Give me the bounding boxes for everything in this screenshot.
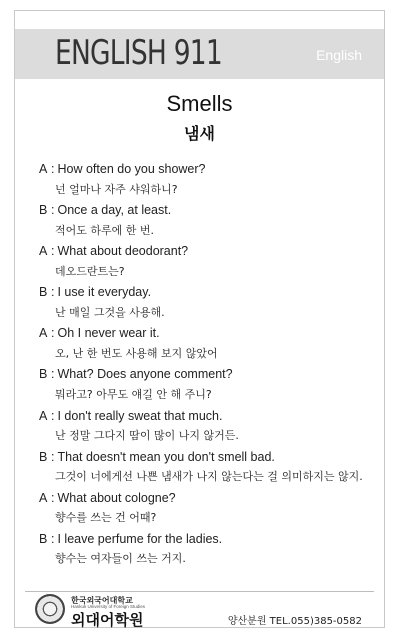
dialogue-english-line [39,159,384,180]
speaker-separator: : [51,367,55,382]
speaker-label: B [39,531,48,546]
speaker-separator: : [51,408,55,423]
english-text: How often do you shower? [57,162,206,176]
english-text: I use it everyday. [57,285,152,300]
dialogue-english-line [39,447,384,468]
footer-divider [25,591,374,592]
speaker-label: A [39,244,48,259]
dialogue-english-line [39,488,384,509]
lesson-subtitle: 냄새 [184,124,215,143]
speaker-separator: : [51,531,55,546]
english-text: That doesn't mean you don't smell bad. [57,449,275,464]
speaker-label: A [39,162,48,176]
english-text: What about cologne? [57,490,176,505]
speaker-separator: : [51,244,55,259]
branch-contact: 양산분원 TEL.055)385-0582 [227,616,362,627]
school-name: 외대어학원 [71,611,144,629]
speaker-label: B [39,203,48,218]
school-name-english: Hankuk University of Foreign Studies [71,604,146,609]
speaker-separator: : [51,162,55,176]
dialogue-english-line [39,241,384,262]
dialogue-korean-line: 뭐라고? 아무도 얘길 안 해 주니? [55,388,212,402]
university-logo-icon [35,594,65,624]
school-name-small: 한국외국어대학교 [71,596,133,605]
brand-title: ENGLISH 911 [55,33,222,73]
dialogue-korean-line: 난 정말 그다지 땀이 많이 나지 않거든. [55,429,239,443]
dialogue-korean-line: 데오드란트는? [55,264,125,278]
english-text: I don't really sweat that much. [57,408,223,423]
language-tag: English [316,47,362,63]
dialogue-english-line [39,406,384,427]
lesson-title: Smells [166,91,233,116]
speaker-label: B [39,285,48,300]
english-text: What? Does anyone comment? [57,367,233,382]
dialogue-korean-line: 향수를 쓰는 건 어때? [55,511,157,525]
speaker-separator: : [51,203,55,218]
speaker-label: A [39,490,48,505]
speaker-label: B [39,449,48,464]
dialogue-korean-line: 넌 얼마나 자주 샤워하니? [55,182,178,196]
speaker-label: A [39,326,48,341]
dialogue-english-line [39,200,384,221]
speaker-label: B [39,367,48,382]
speaker-separator: : [51,285,55,300]
english-text: I leave perfume for the ladies. [57,531,223,546]
english-text: Once a day, at least. [57,203,172,218]
dialogue-english-line [39,323,384,344]
dialogue-english-line [39,282,384,303]
dialogue-english-line [39,364,384,385]
english-text: Oh I never wear it. [57,326,160,341]
speaker-label: A [39,408,48,423]
dialogue-korean-line: 그것이 너에게선 나쁜 냄새가 나지 않는다는 걸 의미하지는 않지. [55,470,363,484]
dialogue-english-line [39,529,384,550]
speaker-separator: : [51,490,55,505]
lesson-card [14,10,385,628]
dialogue-korean-line: 향수는 여자들이 쓰는 거지. [55,552,186,566]
dialogue-korean-line: 오, 난 한 번도 사용해 보지 않았어 [55,346,218,360]
english-text: What about deodorant? [57,244,189,259]
dialogue-korean-line: 적어도 하루에 한 번. [55,223,154,237]
dialogue-list [39,159,384,570]
dialogue-korean-line: 난 매일 그것을 사용해. [55,305,165,319]
speaker-separator: : [51,326,55,341]
speaker-separator: : [51,449,55,464]
